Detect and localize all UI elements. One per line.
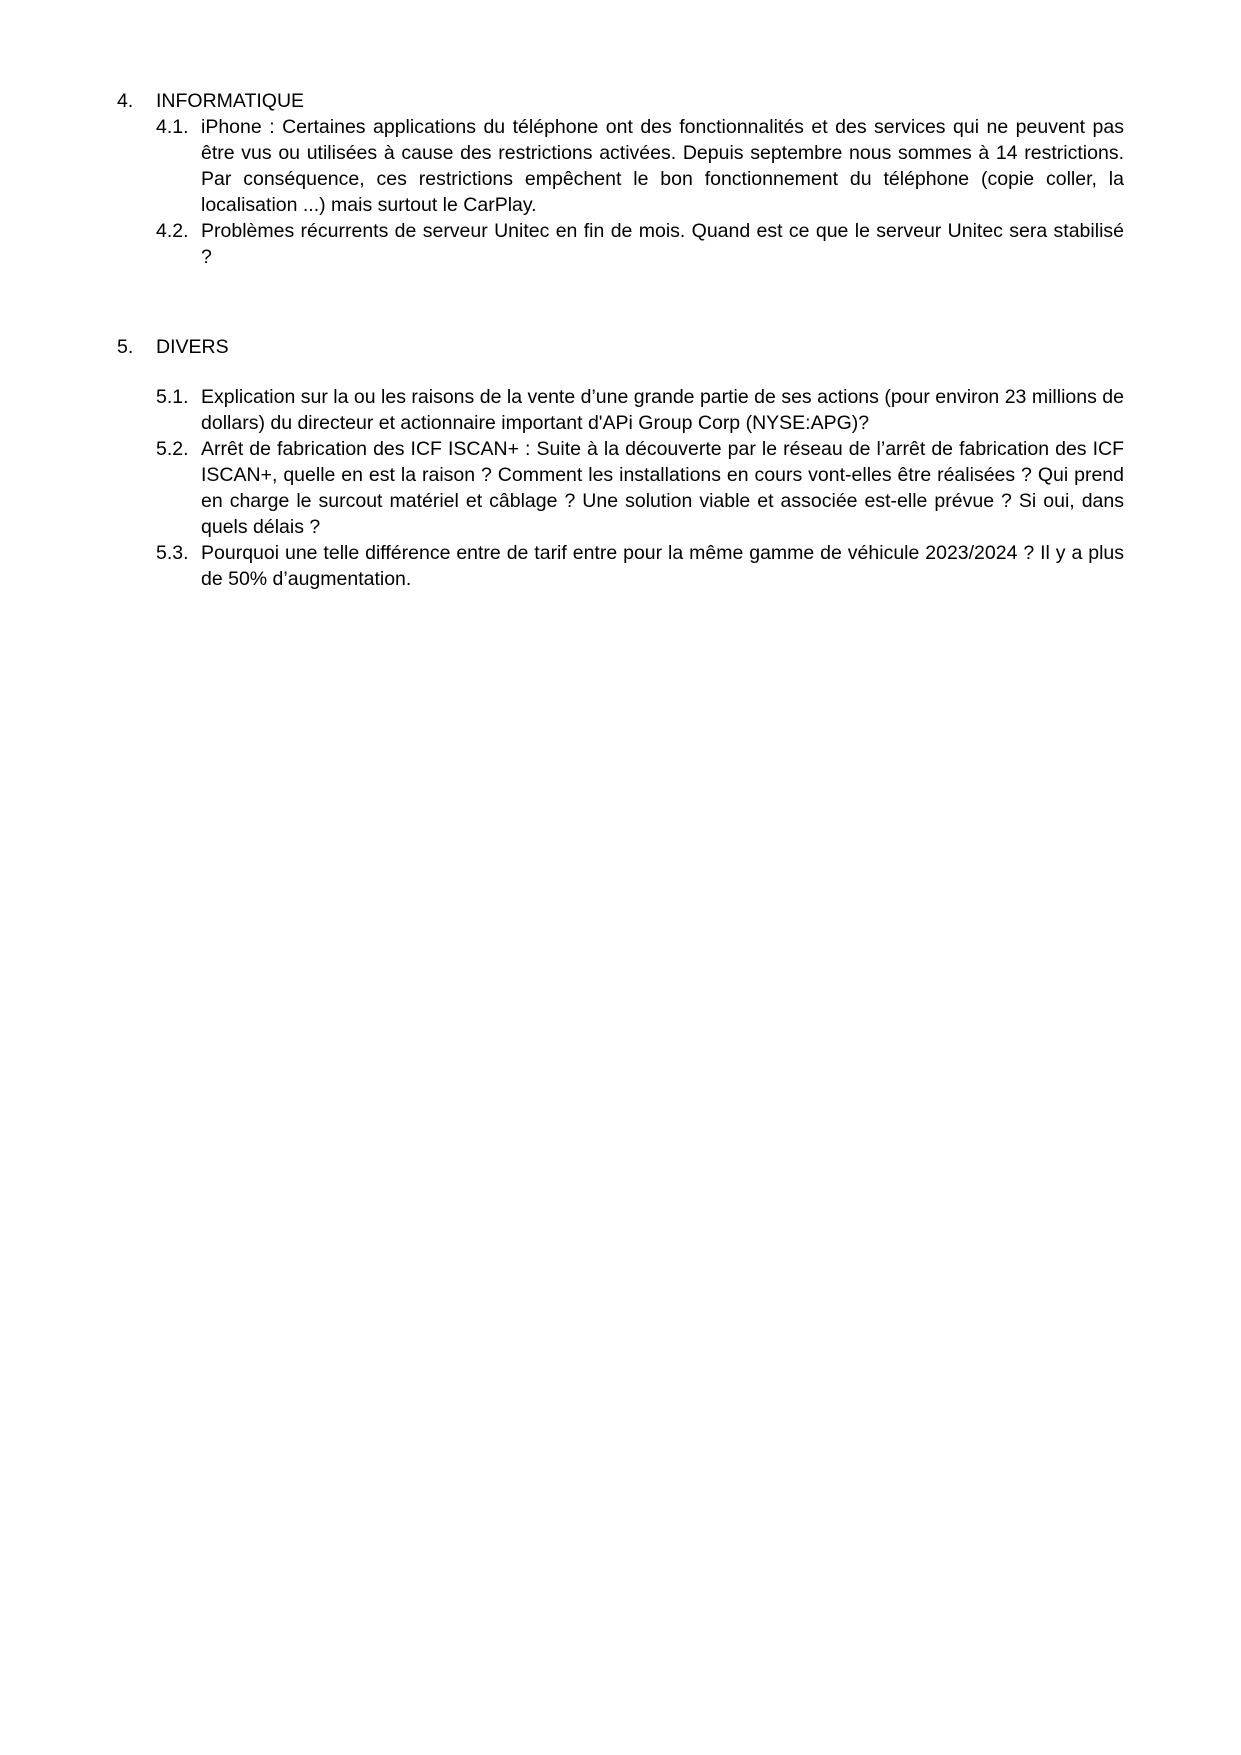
section-heading (117, 334, 1124, 360)
item-text: Explication sur la ou les raisons de la vente d’une grande partie de ses actions (pour environ 23 millions de dollars) du directeur et actionnaire important d'APi Group Corp (NYSE:APG)? (201, 386, 1124, 434)
section-heading (117, 88, 1124, 114)
section-title: DIVERS (156, 336, 229, 358)
section-divers (117, 334, 1124, 592)
item-text: Arrêt de fabrication des ICF ISCAN+ : Suite à la découverte par le réseau de l’arrêt de fabrication des ICF ISCAN+, quelle en est la raison ? Comment les installations en cours vont-elles être réalisées ? Qui prend en charge le surcout matériel et câblage ? Une solution viable et associée est-elle prévue ? Si oui, dans quels délais ? (201, 438, 1124, 538)
item-text: iPhone : Certaines applications du téléphone ont des fonctionnalités et des services qui ne peuvent pas être vus ou utilisées à cause des restrictions activées. Depuis septembre nous sommes à 14 restrictions. Par conséquence, ces restrictions empêchent le bon fonctionnement du téléphone (copie coller, la localisation ...) mais surtout le CarPlay. (201, 116, 1124, 216)
item-number: 5.2. (156, 438, 189, 460)
item-number: 4.1. (156, 116, 189, 138)
list-item-5-3 (117, 540, 1124, 592)
list-item-4-2 (117, 218, 1124, 270)
item-number: 5.1. (156, 386, 189, 408)
section-number: 4. (117, 90, 134, 112)
item-number: 4.2. (156, 220, 189, 242)
list-item-4-1 (117, 114, 1124, 218)
list-item-5-1 (117, 384, 1124, 436)
section-title: INFORMATIQUE (156, 90, 305, 112)
section-number: 5. (117, 336, 134, 358)
list-item-5-2 (117, 436, 1124, 540)
spacer (117, 360, 1124, 384)
item-text: Pourquoi une telle différence entre de tarif entre pour la même gamme de véhicule 2023/2024 ? Il y a plus de 50% d’augmentation. (201, 542, 1124, 590)
section-informatique (117, 88, 1124, 270)
item-text: Problèmes récurrents de serveur Unitec en fin de mois. Quand est ce que le serveur Unitec sera stabilisé ? (201, 220, 1124, 268)
item-number: 5.3. (156, 542, 189, 564)
